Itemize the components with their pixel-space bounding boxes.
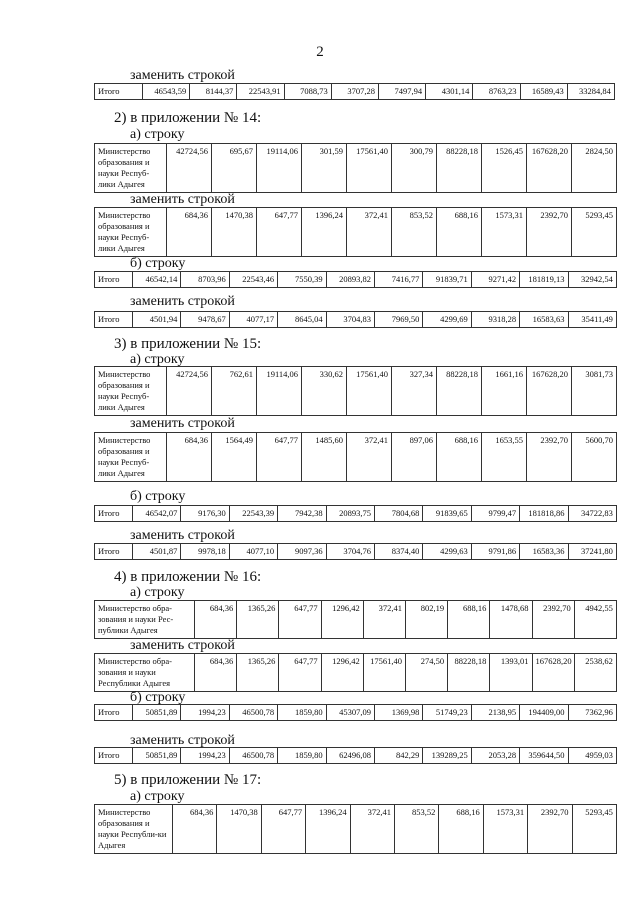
table-row (94, 366, 617, 416)
value-cell: 1396,24 (306, 805, 350, 854)
value-cell: 4301,14 (426, 84, 473, 100)
value-cell: 7416,77 (374, 272, 422, 288)
value-cell: 1994,23 (181, 748, 229, 764)
page-number: 2 (316, 44, 324, 60)
table-row (94, 83, 615, 100)
replace-label: заменить строкой (130, 638, 235, 653)
row-a-label: а) строку (130, 127, 185, 142)
replace-label: заменить строкой (130, 192, 235, 207)
value-cell: 33284,84 (567, 84, 614, 100)
value-cell: 8144,37 (190, 84, 237, 100)
value-cell: 1653,55 (482, 433, 527, 482)
table-row (94, 143, 617, 193)
section-heading: 5) в приложении № 17: (114, 772, 262, 788)
value-cell: 1470,38 (212, 208, 257, 257)
value-cell: 684,36 (167, 433, 212, 482)
table-row (94, 505, 617, 522)
value-cell: 3707,28 (331, 84, 378, 100)
value-cell: 4077,17 (229, 312, 277, 328)
value-cell: 762,61 (212, 367, 257, 416)
value-cell: 4299,63 (423, 544, 471, 560)
value-cell: 8645,04 (278, 312, 326, 328)
section-heading: 4) в приложении № 16: (114, 569, 262, 585)
table-row (94, 747, 617, 764)
value-cell: 372,41 (350, 805, 394, 854)
value-cell: 684,36 (195, 601, 237, 639)
value-cell: 301,59 (302, 144, 347, 193)
value-cell: 5293,45 (572, 805, 616, 854)
value-cell: 1396,24 (302, 208, 347, 257)
value-cell: 88228,18 (437, 367, 482, 416)
value-cell: 4299,69 (423, 312, 471, 328)
value-cell: 4959,03 (568, 748, 616, 764)
value-cell: 1859,80 (278, 705, 326, 721)
row-name-cell: Министерство образования и науки Республи-ки Адыгея (95, 805, 173, 854)
value-cell: 897,06 (392, 433, 437, 482)
row-name-cell: Итого (95, 705, 133, 721)
value-cell: 20893,75 (326, 506, 374, 522)
value-cell: 647,77 (261, 805, 305, 854)
value-cell: 32942,54 (568, 272, 616, 288)
table-row-cells (95, 312, 617, 328)
replace-label: заменить строкой (130, 733, 235, 748)
value-cell: 8763,23 (473, 84, 520, 100)
value-cell: 1365,26 (237, 601, 279, 639)
table-row-cells (95, 367, 617, 416)
value-cell: 22543,46 (229, 272, 277, 288)
section-heading: 2) в приложении № 14: (114, 110, 262, 126)
row-b-label: б) строку (130, 690, 186, 705)
value-cell: 300,79 (392, 144, 437, 193)
value-cell: 5293,45 (572, 208, 617, 257)
row-name-cell: Итого (95, 84, 143, 100)
row-name-cell: Министерство образования и науки Респуб-лики Адыгея (95, 367, 167, 416)
value-cell: 7362,96 (568, 705, 616, 721)
value-cell: 17561,40 (363, 654, 405, 692)
table-row-cells (95, 654, 617, 692)
value-cell: 42724,56 (167, 144, 212, 193)
table-row (94, 653, 617, 692)
value-cell: 7088,73 (284, 84, 331, 100)
value-cell: 688,16 (437, 208, 482, 257)
value-cell: 853,52 (392, 208, 437, 257)
value-cell: 62496,08 (326, 748, 374, 764)
replace-label: заменить строкой (130, 294, 235, 309)
value-cell: 853,52 (394, 805, 438, 854)
value-cell: 46542,14 (133, 272, 181, 288)
value-cell: 9978,18 (181, 544, 229, 560)
value-cell: 802,19 (405, 601, 447, 639)
value-cell: 2392,70 (527, 433, 572, 482)
value-cell: 1393,01 (490, 654, 532, 692)
value-cell: 3081,73 (572, 367, 617, 416)
value-cell: 8374,40 (374, 544, 422, 560)
row-name-cell: Министерство образования и науки Респуб-лики Адыгея (95, 208, 167, 257)
row-a-label: а) строку (130, 585, 185, 600)
value-cell: 88228,18 (448, 654, 490, 692)
value-cell: 17561,40 (347, 367, 392, 416)
value-cell: 1994,23 (181, 705, 229, 721)
table-row (94, 704, 617, 721)
value-cell: 9318,28 (471, 312, 519, 328)
value-cell: 34722,83 (568, 506, 616, 522)
value-cell: 9478,67 (181, 312, 229, 328)
row-name-cell: Итого (95, 312, 133, 328)
value-cell: 372,41 (347, 433, 392, 482)
value-cell: 1526,45 (482, 144, 527, 193)
table-row-cells (95, 705, 617, 721)
value-cell: 684,36 (167, 208, 212, 257)
table-row (94, 600, 617, 639)
value-cell: 1573,31 (483, 805, 527, 854)
value-cell: 9799,47 (471, 506, 519, 522)
value-cell: 42724,56 (167, 367, 212, 416)
value-cell: 9176,30 (181, 506, 229, 522)
value-cell: 181819,13 (520, 272, 568, 288)
value-cell: 7942,38 (278, 506, 326, 522)
value-cell: 647,77 (257, 433, 302, 482)
table-row (94, 432, 617, 482)
table-row (94, 207, 617, 257)
value-cell: 16589,43 (520, 84, 567, 100)
row-b-label: б) строку (130, 489, 186, 504)
value-cell: 695,67 (212, 144, 257, 193)
value-cell: 9271,42 (471, 272, 519, 288)
value-cell: 46500,78 (229, 748, 277, 764)
value-cell: 22543,39 (229, 506, 277, 522)
value-cell: 1296,42 (321, 601, 363, 639)
table-row (94, 543, 617, 560)
value-cell: 7969,50 (374, 312, 422, 328)
value-cell: 194409,00 (520, 705, 568, 721)
value-cell: 684,36 (195, 654, 237, 692)
table-row-cells (95, 544, 617, 560)
row-name-cell: Итого (95, 544, 133, 560)
row-a-label: а) строку (130, 789, 185, 804)
value-cell: 20893,82 (326, 272, 374, 288)
value-cell: 7550,39 (278, 272, 326, 288)
value-cell: 2824,50 (572, 144, 617, 193)
value-cell: 330,62 (302, 367, 347, 416)
value-cell: 46542,07 (133, 506, 181, 522)
table-row-cells (95, 601, 617, 639)
section-heading: 3) в приложении № 15: (114, 336, 262, 352)
table-row (94, 311, 617, 328)
value-cell: 9097,36 (278, 544, 326, 560)
value-cell: 372,41 (347, 208, 392, 257)
value-cell: 19114,06 (257, 144, 302, 193)
table-row-cells (95, 84, 615, 100)
value-cell: 167628,20 (527, 367, 572, 416)
value-cell: 2392,70 (528, 805, 572, 854)
value-cell: 1859,80 (278, 748, 326, 764)
replace-label: заменить строкой (130, 528, 235, 543)
value-cell: 1564,49 (212, 433, 257, 482)
value-cell: 688,16 (439, 805, 483, 854)
value-cell: 46543,59 (143, 84, 190, 100)
value-cell: 1296,42 (321, 654, 363, 692)
value-cell: 167628,20 (527, 144, 572, 193)
value-cell: 181818,86 (520, 506, 568, 522)
table-row-cells (95, 805, 617, 854)
value-cell: 16583,63 (520, 312, 568, 328)
value-cell: 2392,70 (532, 601, 574, 639)
row-name-cell: Министерство обра-зования и науки Республики Адыгея (95, 654, 195, 692)
value-cell: 1470,38 (217, 805, 261, 854)
value-cell: 51749,23 (423, 705, 471, 721)
value-cell: 2538,62 (574, 654, 616, 692)
replace-label: заменить строкой (130, 416, 235, 431)
value-cell: 16583,36 (520, 544, 568, 560)
value-cell: 3704,76 (326, 544, 374, 560)
table-row-cells (95, 272, 617, 288)
row-a-label: а) строку (130, 352, 185, 367)
value-cell: 1573,31 (482, 208, 527, 257)
value-cell: 4077,10 (229, 544, 277, 560)
value-cell: 688,16 (437, 433, 482, 482)
value-cell: 50851,89 (133, 705, 181, 721)
value-cell: 22543,91 (237, 84, 284, 100)
value-cell: 2138,95 (471, 705, 519, 721)
table-row (94, 271, 617, 288)
table-row-cells (95, 506, 617, 522)
value-cell: 7497,94 (378, 84, 425, 100)
table-row-cells (95, 144, 617, 193)
table-row-cells (95, 433, 617, 482)
value-cell: 46500,78 (229, 705, 277, 721)
value-cell: 91839,71 (423, 272, 471, 288)
value-cell: 684,36 (173, 805, 217, 854)
value-cell: 91839,65 (423, 506, 471, 522)
value-cell: 50851,89 (133, 748, 181, 764)
row-b-label: б) строку (130, 256, 186, 271)
row-name-cell: Министерство образования и науки Респуб-лики Адыгея (95, 144, 167, 193)
value-cell: 7804,68 (374, 506, 422, 522)
table-row (94, 804, 617, 854)
value-cell: 19114,06 (257, 367, 302, 416)
value-cell: 1661,16 (482, 367, 527, 416)
row-name-cell: Министерство образования и науки Респуб-лики Адыгея (95, 433, 167, 482)
value-cell: 842,29 (374, 748, 422, 764)
value-cell: 4501,87 (133, 544, 181, 560)
value-cell: 4501,94 (133, 312, 181, 328)
row-name-cell: Министерство обра-зования и науки Рес-публики Адыгея (95, 601, 195, 639)
value-cell: 167628,20 (532, 654, 574, 692)
value-cell: 5600,70 (572, 433, 617, 482)
value-cell: 2053,28 (471, 748, 519, 764)
value-cell: 274,50 (405, 654, 447, 692)
table-row-cells (95, 748, 617, 764)
value-cell: 2392,70 (527, 208, 572, 257)
value-cell: 37241,80 (568, 544, 616, 560)
value-cell: 139289,25 (423, 748, 471, 764)
value-cell: 372,41 (363, 601, 405, 639)
value-cell: 647,77 (257, 208, 302, 257)
row-name-cell: Итого (95, 748, 133, 764)
value-cell: 1369,98 (374, 705, 422, 721)
value-cell: 1478,68 (490, 601, 532, 639)
value-cell: 1485,60 (302, 433, 347, 482)
value-cell: 45307,09 (326, 705, 374, 721)
value-cell: 359644,50 (520, 748, 568, 764)
value-cell: 1365,26 (237, 654, 279, 692)
value-cell: 688,16 (448, 601, 490, 639)
value-cell: 3704,83 (326, 312, 374, 328)
row-name-cell: Итого (95, 272, 133, 288)
value-cell: 647,77 (279, 654, 321, 692)
replace-label: заменить строкой (130, 68, 235, 83)
value-cell: 88228,18 (437, 144, 482, 193)
value-cell: 327,34 (392, 367, 437, 416)
value-cell: 8703,96 (181, 272, 229, 288)
row-name-cell: Итого (95, 506, 133, 522)
table-row-cells (95, 208, 617, 257)
value-cell: 17561,40 (347, 144, 392, 193)
value-cell: 9791,86 (471, 544, 519, 560)
value-cell: 35411,49 (568, 312, 616, 328)
value-cell: 4942,55 (574, 601, 616, 639)
value-cell: 647,77 (279, 601, 321, 639)
